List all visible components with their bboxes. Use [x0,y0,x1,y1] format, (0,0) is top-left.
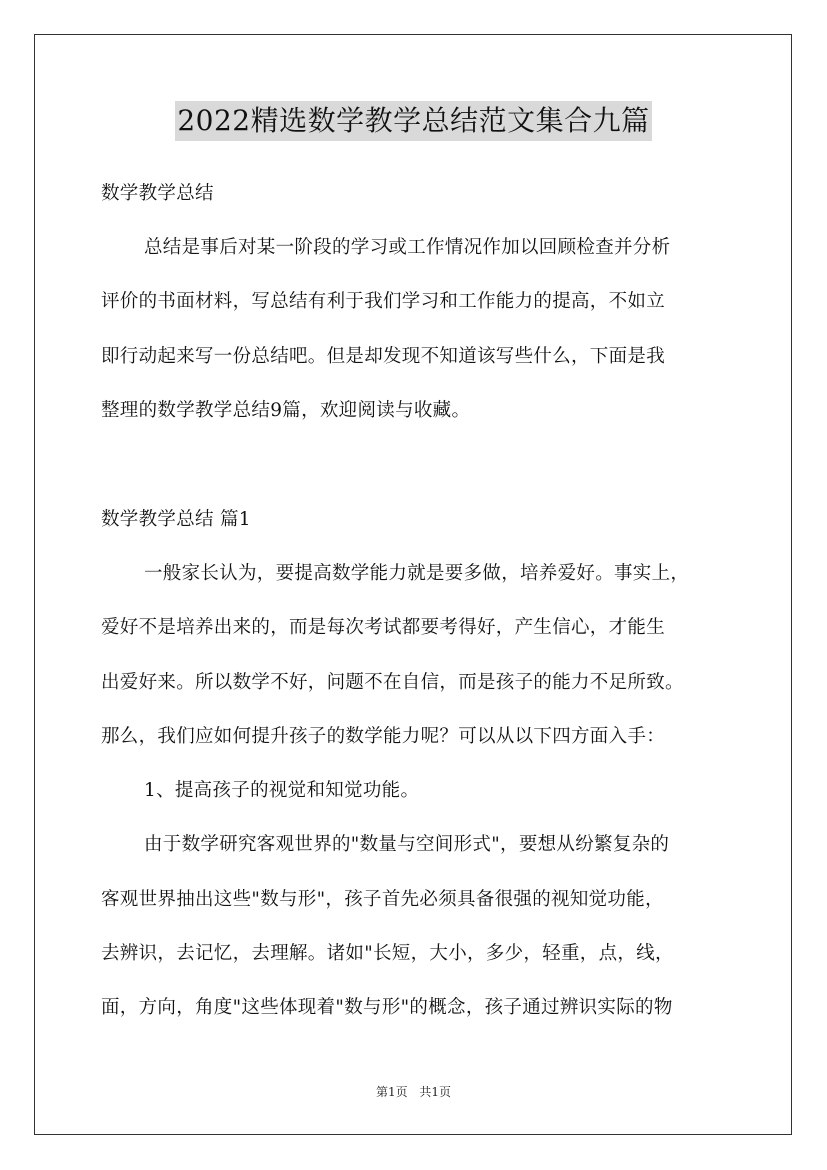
intro-line-3: 即行动起来写一份总结吧。但是却发现不知道该写些什么，下面是我 [101,346,666,367]
section-1-para-2-line-1: 由于数学研究客观世界的"数量与空间形式"，要想从纷繁复杂的 [144,834,670,855]
section-1-para-1-line-1: 一般家长认为，要提高数学能力就是要多做，培养爱好。事实上， [144,563,690,584]
document-title [0,100,827,141]
section-1-para-1-line-3: 出爱好来。所以数学不好，问题不在自信，而是孩子的能力不足所致。 [101,672,684,693]
section-1-para-1-line-2: 爱好不是培养出来的，而是每次考试都要考得好，产生信心，才能生 [101,617,666,638]
section-1-para-2-line-2: 客观世界抽出这些"数与形"，孩子首先必须具备很强的视知觉功能， [101,889,664,910]
page-number: 第1页 [375,1085,408,1099]
section-1-para-2-line-4: 面，方向，角度"这些体现着"数与形"的概念，孩子通过辨识实际的物 [101,997,673,1018]
page-footer [0,1084,827,1100]
section-1-point-1: 1、提高孩子的视觉和知觉功能。 [144,780,420,801]
document-title-text: 2022精选数学教学总结范文集合九篇 [175,101,651,141]
section-1-para-2-line-3: 去辨识，去记忆，去理解。诸如"长短，大小，多少，轻重，点，线， [101,943,674,964]
section-1-para-1-line-4: 那么，我们应如何提升孩子的数学能力呢？可以从以下四方面入手： [101,726,666,747]
intro-line-2: 评价的书面材料，写总结有利于我们学习和工作能力的提高，不如立 [101,291,666,312]
intro-line-1: 总结是事后对某一阶段的学习或工作情况作加以回顾检查并分析 [144,237,671,258]
section-1-heading: 数学教学总结 篇1 [101,509,251,530]
intro-line-4: 整理的数学教学总结9篇，欢迎阅读与收藏。 [101,400,471,421]
page-total: 共1页 [419,1085,452,1099]
intro-heading: 数学教学总结 [101,183,214,204]
